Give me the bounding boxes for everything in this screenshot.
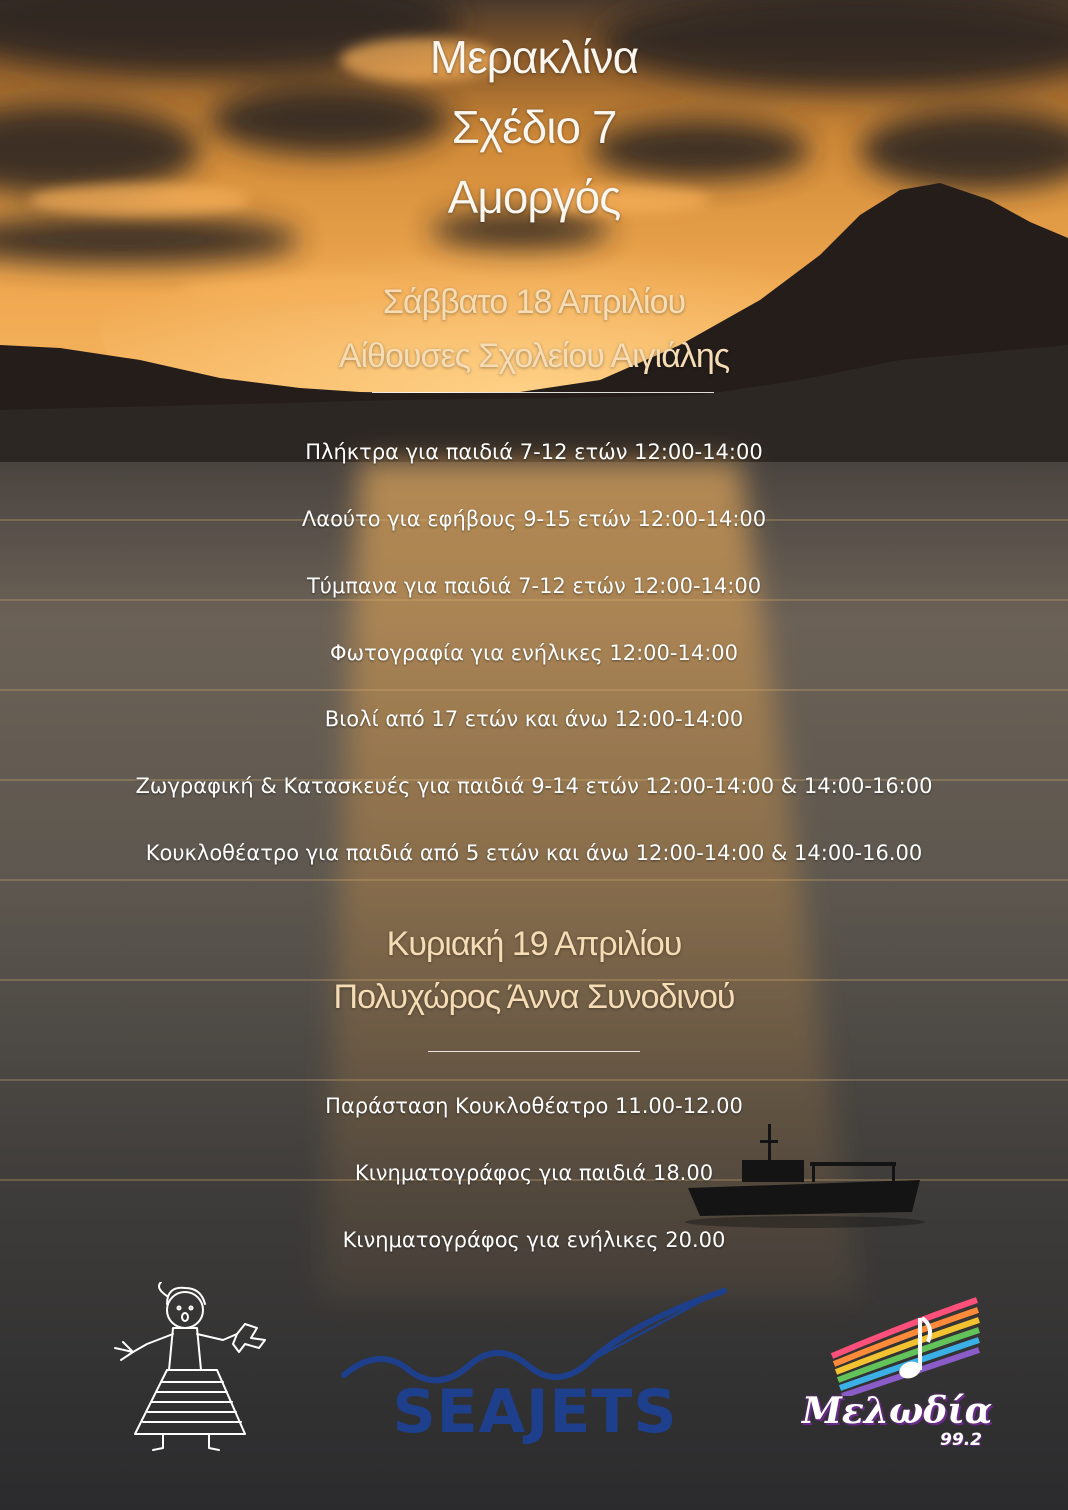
event-item: Κινηματογράφος για ενήλικες 20.00 — [342, 1228, 726, 1252]
saturday-venue: Αίθουσες Σχολείου Αιγιάλης — [338, 337, 730, 375]
workshop-item: Πλήκτρα για παιδιά 7-12 ετών 12:00-14:00 — [305, 440, 763, 464]
workshop-item: Φωτογραφία για ενήλικες 12:00-14:00 — [329, 641, 738, 665]
melodia-logo — [802, 1296, 992, 1456]
poster-title-line-1: Μερακλίνα — [429, 31, 639, 83]
workshop-item: Λαούτο για εφήβους 9-15 ετών 12:00-14:00 — [301, 507, 767, 531]
melodia-name: Μελωδία — [802, 1390, 993, 1432]
seajets-logo — [340, 1285, 730, 1455]
poster-title-line-3: Αμοργός — [447, 171, 621, 223]
workshop-item: Κουκλοθέατρο για παιδιά από 5 ετών και άνω 12:00-14:00 & 14:00-16.00 — [145, 841, 923, 865]
event-item: Κινηματογράφος για παιδιά 18.00 — [354, 1161, 714, 1185]
sunday-date: Κυριακή 19 Απριλίου — [386, 925, 682, 963]
workshop-item: Βιολί από 17 ετών και άνω 12:00-14:00 — [324, 707, 744, 731]
event-item: Παράσταση Κουκλοθέατρο 11.00-12.00 — [325, 1094, 743, 1118]
workshop-item: Τύμπανα για παιδιά 7-12 ετών 12:00-14:00 — [306, 574, 762, 598]
saturday-date: Σάββατο 18 Απριλίου — [382, 283, 686, 321]
doll-figure-icon — [105, 1282, 280, 1462]
workshop-item: Ζωγραφική & Κατασκευές για παιδιά 9-14 ετών 12:00-14:00 & 14:00-16:00 — [135, 774, 933, 798]
sunday-venue: Πολυχώρος Άννα Συνοδινού — [333, 978, 735, 1016]
saturday-divider — [372, 392, 714, 393]
melodia-frequency: 99.2 — [940, 1430, 982, 1450]
seajets-wordmark: SEAJETS — [392, 1377, 678, 1447]
sunday-divider — [428, 1051, 640, 1052]
poster-title-line-2: Σχέδιο 7 — [451, 101, 617, 153]
music-note-icon — [822, 1296, 982, 1396]
